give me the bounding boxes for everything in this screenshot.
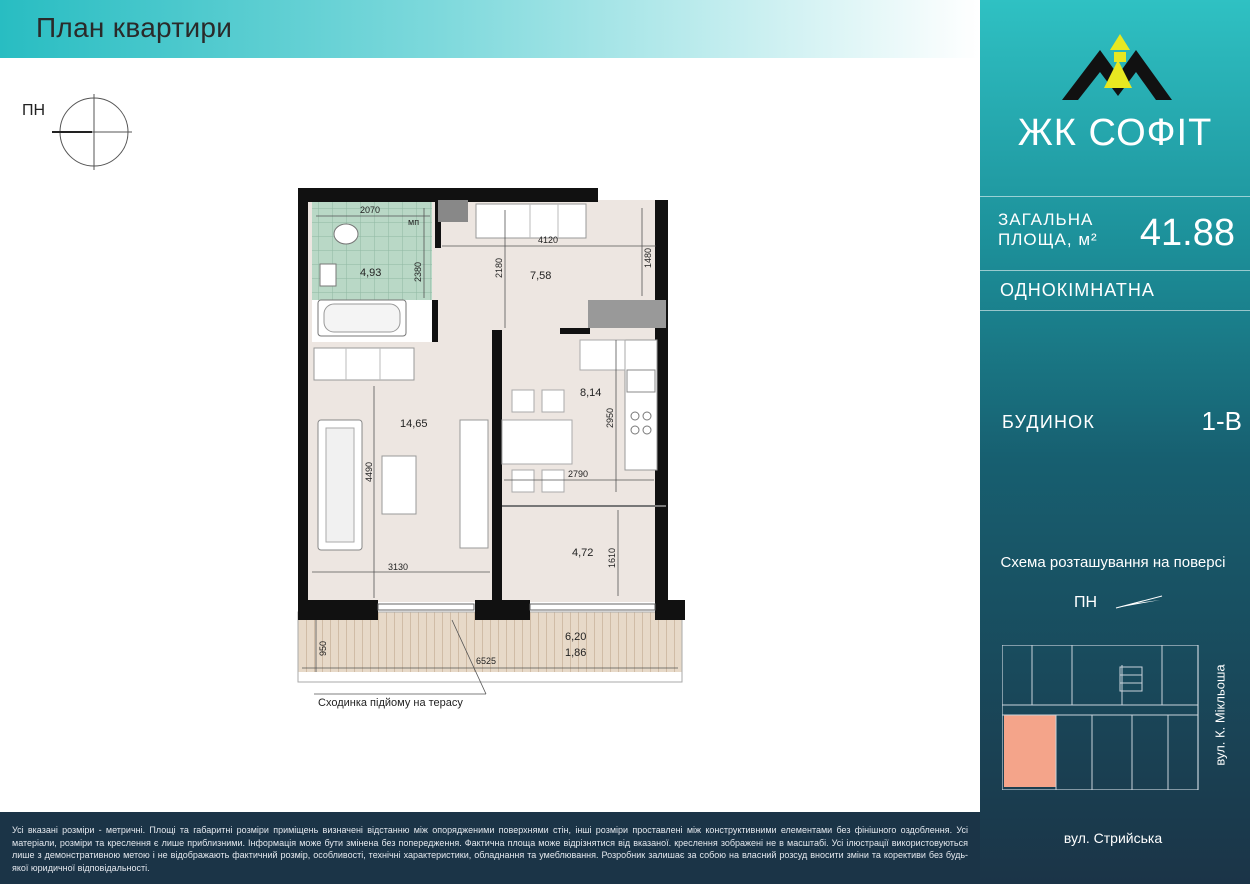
label-mp: мп	[408, 217, 420, 227]
dim-bath-width: 2070	[360, 205, 381, 215]
dim-terrace-height: 950	[318, 640, 328, 656]
coffee-table	[382, 456, 416, 514]
sidebar	[980, 0, 1250, 884]
compass-label: ПН	[22, 102, 46, 119]
dim-hall-height: 2180	[494, 257, 504, 278]
apartment-floor-plan	[290, 180, 700, 710]
wardrobe	[476, 204, 586, 238]
area-terrace-2: 1,86	[565, 647, 587, 659]
street-side	[1205, 640, 1235, 790]
wardrobe-living	[314, 348, 414, 380]
dim-kitchen-width: 2790	[568, 469, 589, 479]
floor-compass-label: ПН	[1074, 594, 1098, 611]
area-hallway: 7,58	[530, 270, 552, 282]
dim-right-height: 1480	[643, 247, 653, 268]
dim-kitchen-height: 2950	[605, 407, 615, 428]
rooms-type: ОДНОКІМНАТНА	[1000, 280, 1155, 300]
house-label: БУДИНОК	[1002, 412, 1096, 432]
page-title: План квартири	[36, 12, 233, 43]
window-1	[378, 604, 474, 610]
area-label-line2: ПЛОЩА, м²	[998, 230, 1098, 249]
shaft	[438, 200, 468, 222]
dim-bath-height: 2380	[413, 261, 423, 282]
area-label	[998, 210, 1098, 250]
divider	[980, 270, 1250, 271]
area-room: 4,72	[572, 547, 594, 559]
area-label-line1: ЗАГАЛЬНА	[998, 210, 1094, 229]
street-bottom: вул. Стрийська	[1063, 830, 1163, 846]
divider	[980, 310, 1250, 311]
kitchen-counter	[625, 340, 657, 470]
floor-scheme-title: Схема розташування на поверсі	[1000, 554, 1226, 571]
terrace-step-label: Сходинка підйому на терасу	[318, 697, 463, 709]
north-compass-icon	[18, 92, 138, 172]
dim-room-height: 1610	[607, 547, 617, 568]
toilet	[334, 224, 358, 244]
highlighted-apartment	[1004, 715, 1056, 787]
tv-stand	[460, 420, 488, 548]
kitchen-table	[502, 420, 572, 464]
dim-living-height: 4490	[364, 461, 374, 482]
dim-terrace-width: 6525	[476, 656, 497, 666]
window-2	[530, 604, 655, 610]
area-kitchen: 8,14	[580, 387, 602, 399]
floor-location-scheme	[1002, 645, 1202, 790]
area-living-room: 14,65	[400, 418, 428, 430]
footer	[0, 812, 980, 884]
sofit-logo-icon	[1060, 30, 1175, 110]
north-compass	[18, 92, 138, 172]
street-side-label: вул. К. Мікльоша	[1212, 664, 1228, 766]
dim-living-width: 3130	[388, 562, 409, 572]
sink	[320, 264, 336, 286]
divider	[980, 196, 1250, 197]
kitchen-shelf	[588, 300, 666, 328]
north-arrow-icon	[1070, 592, 1170, 616]
floor-compass	[1070, 592, 1170, 616]
dim-hall-width: 4120	[538, 235, 559, 245]
area-bathroom: 4,93	[360, 267, 382, 279]
house-value: 1-В	[1201, 406, 1242, 436]
area-value: 41.88	[1139, 212, 1235, 254]
page-header	[0, 0, 980, 58]
brand-name: ЖК СОФІТ	[1017, 112, 1213, 154]
disclaimer: Усі вказані розміри - метричні. Площі та габаритні розміри приміщень визначені відстанню між опорядженими поверхнями стін, інші розміри проставлені між конструктивними елементами без фінішного оздоблення. Усі матеріали, розміри та креслення є лише приблизними. Інформація може бути змінена без попередження. Фактична площа може відрізнятися від вказаної. креслення зображені не в масштабі. Усі ілюстрації використовуються лише з демонстративною метою і не відображають фактичний розмір, особливості, технічні характеристики, обладнання та умеблювання. Розробник залишає за собою на власний розсуд вносити зміни та корективи без будь-якої юридичної відповідальності.	[12, 825, 968, 873]
area-terrace: 6,20	[565, 631, 587, 643]
